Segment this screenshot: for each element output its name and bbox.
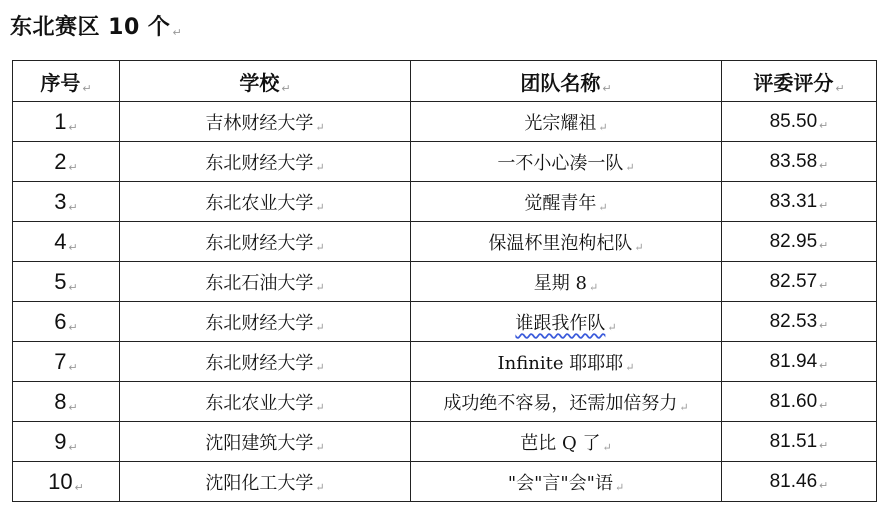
paragraph-mark-icon: ↵ — [315, 200, 325, 214]
page-title — [10, 10, 182, 41]
school-cell: 东北财经大学 ↵ — [120, 302, 411, 342]
school-cell: 东北财经大学 ↵ — [120, 142, 411, 182]
school-cell: 东北农业大学 ↵ — [120, 182, 411, 222]
school-cell: 东北财经大学 ↵ — [120, 342, 411, 382]
column-header-rank: 序号 ↵ — [13, 61, 120, 102]
table-row — [13, 422, 877, 462]
team-name-cell: 保温杯里泡枸杞队 ↵ — [411, 222, 722, 262]
paragraph-mark-icon: ↵ — [74, 481, 84, 494]
school-cell: 东北财经大学 ↵ — [120, 222, 411, 262]
score-cell: 82.53 ↵ — [722, 302, 877, 342]
paragraph-mark-icon: ↵ — [68, 241, 78, 254]
score-cell: 81.51 ↵ — [722, 422, 877, 462]
table-row — [13, 302, 877, 342]
paragraph-mark-icon: ↵ — [614, 480, 625, 494]
rank-cell: 4 ↵ — [13, 222, 120, 262]
school-cell: 东北农业大学 ↵ — [120, 382, 411, 422]
paragraph-mark-icon: ↵ — [68, 281, 78, 294]
school-cell: 沈阳化工大学 ↵ — [120, 462, 411, 502]
column-header-school: 学校 ↵ — [120, 61, 411, 102]
paragraph-mark-icon: ↵ — [819, 159, 829, 172]
team-name-cell: 芭比 Q 了 ↵ — [411, 422, 722, 462]
table-header-row — [13, 61, 877, 102]
rank-cell: 1 ↵ — [13, 102, 120, 142]
table-row — [13, 382, 877, 422]
column-header-team: 团队名称 ↵ — [411, 61, 722, 102]
team-name-cell: Infinite 耶耶耶 ↵ — [411, 342, 722, 382]
paragraph-mark-icon: ↵ — [819, 199, 829, 212]
paragraph-mark-icon: ↵ — [819, 479, 829, 492]
paragraph-mark-icon: ↵ — [819, 239, 829, 252]
score-cell: 81.94 ↵ — [722, 342, 877, 382]
paragraph-mark-icon: ↵ — [315, 280, 325, 294]
rank-cell: 5 ↵ — [13, 262, 120, 302]
paragraph-mark-icon: ↵ — [315, 160, 325, 174]
school-cell: 沈阳建筑大学 ↵ — [120, 422, 411, 462]
rank-cell: 10 ↵ — [13, 462, 120, 502]
rank-cell: 2 ↵ — [13, 142, 120, 182]
team-name-cell: 光宗耀祖 ↵ — [411, 102, 722, 142]
paragraph-mark-icon: ↵ — [315, 240, 325, 254]
paragraph-mark-icon: ↵ — [68, 201, 78, 214]
table-row — [13, 342, 877, 382]
paragraph-mark-icon: ↵ — [819, 359, 829, 372]
score-cell: 82.95 ↵ — [722, 222, 877, 262]
page-title-text: 东北赛区 10 个 — [10, 15, 171, 40]
paragraph-mark-icon: ↵ — [68, 441, 78, 454]
paragraph-mark-icon: ↵ — [315, 400, 325, 414]
team-name-cell: 一不小心凑一队 ↵ — [411, 142, 722, 182]
column-header-score: 评委评分 ↵ — [722, 61, 877, 102]
table-body — [13, 102, 877, 502]
school-cell: 吉林财经大学 ↵ — [120, 102, 411, 142]
ranking-table — [12, 60, 877, 502]
table-row — [13, 262, 877, 302]
paragraph-mark-icon: ↵ — [315, 480, 325, 494]
paragraph-mark-icon: ↵ — [598, 200, 608, 214]
paragraph-mark-icon: ↵ — [607, 320, 617, 334]
table-row — [13, 222, 877, 262]
paragraph-mark-icon: ↵ — [819, 439, 829, 452]
paragraph-mark-icon: ↵ — [315, 360, 325, 374]
rank-cell: 9 ↵ — [13, 422, 120, 462]
score-cell: 83.31 ↵ — [722, 182, 877, 222]
team-name-cell: 觉醒青年 ↵ — [411, 182, 722, 222]
rank-cell: 8 ↵ — [13, 382, 120, 422]
score-cell: 81.46 ↵ — [722, 462, 877, 502]
score-cell: 82.57 ↵ — [722, 262, 877, 302]
table-row — [13, 142, 877, 182]
rank-cell: 6 ↵ — [13, 302, 120, 342]
paragraph-mark-icon: ↵ — [588, 280, 599, 294]
school-cell: 东北石油大学 ↵ — [120, 262, 411, 302]
paragraph-mark-icon: ↵ — [625, 360, 635, 374]
paragraph-mark-icon: ↵ — [625, 160, 635, 174]
paragraph-mark-icon: ↵ — [315, 440, 325, 454]
score-cell: 85.50 ↵ — [722, 102, 877, 142]
team-name-cell: 成功绝不容易，还需加倍努力 ↵ — [411, 382, 722, 422]
paragraph-mark-icon: ↵ — [598, 120, 608, 134]
paragraph-mark-icon: ↵ — [315, 120, 325, 134]
paragraph-mark-icon: ↵ — [315, 320, 325, 334]
paragraph-mark-icon: ↵ — [68, 161, 78, 174]
score-cell: 83.58 ↵ — [722, 142, 877, 182]
table-row — [13, 182, 877, 222]
team-name-cell: 星期 8 ↵ — [411, 262, 722, 302]
paragraph-mark-icon: ↵ — [172, 26, 183, 39]
paragraph-mark-icon: ↵ — [819, 279, 829, 292]
paragraph-mark-icon: ↵ — [602, 440, 612, 454]
rank-cell: 3 ↵ — [13, 182, 120, 222]
team-name-cell: "会"言"会"语 ↵ — [411, 462, 722, 502]
team-name-cell: 谁跟我作队 ↵ — [411, 302, 722, 342]
paragraph-mark-icon: ↵ — [634, 240, 644, 254]
table-row — [13, 102, 877, 142]
paragraph-mark-icon: ↵ — [68, 121, 78, 134]
score-cell: 81.60 ↵ — [722, 382, 877, 422]
paragraph-mark-icon: ↵ — [68, 321, 78, 334]
paragraph-mark-icon: ↵ — [819, 399, 829, 412]
paragraph-mark-icon: ↵ — [819, 119, 829, 132]
table-row — [13, 462, 877, 502]
rank-cell: 7 ↵ — [13, 342, 120, 382]
paragraph-mark-icon: ↵ — [679, 400, 689, 414]
paragraph-mark-icon: ↵ — [819, 319, 829, 332]
paragraph-mark-icon: ↵ — [68, 361, 78, 374]
paragraph-mark-icon: ↵ — [68, 401, 78, 414]
